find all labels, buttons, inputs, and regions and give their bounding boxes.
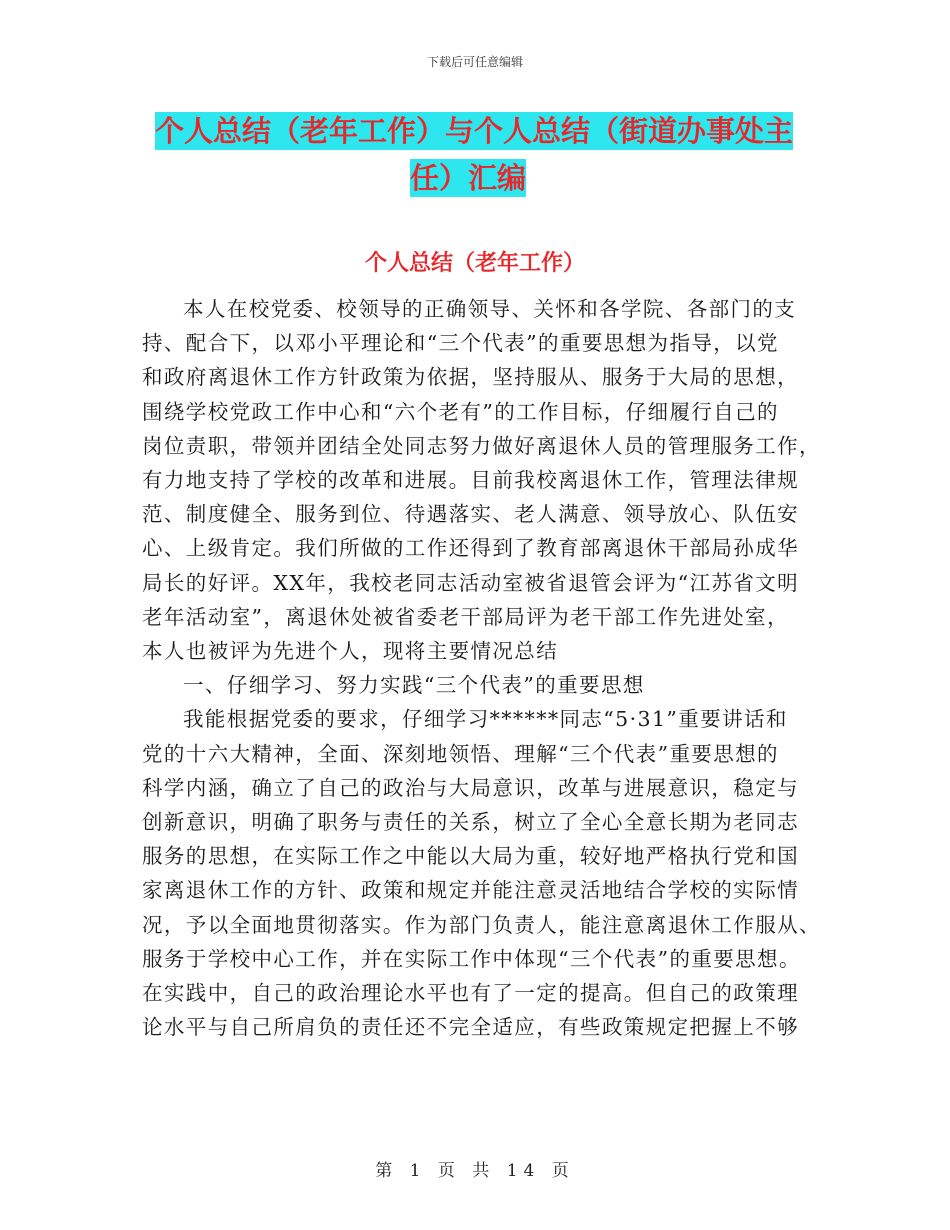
text-line: 我能根据党委的要求，仔细学习******同志“5·31”重要讲话和 — [183, 707, 788, 732]
text-line: 局长的好评。XX年，我校老同志活动室被省退管会评为“江苏省文明 — [142, 570, 800, 595]
text-line: 围绕学校党政工作中心和“六个老有”的工作目标，仔细履行自己的 — [142, 399, 779, 424]
text-line: 科学内涵，确立了自己的政治与大局意识，改革与进展意识，稳定与 — [142, 775, 799, 800]
text-line: 服务的思想，在实际工作之中能以大局为重，较好地严格执行党和国 — [142, 844, 799, 869]
document-title-line-1: 个人总结（老年工作）与个人总结（街道办事处主 — [154, 114, 793, 148]
text-line: 和政府离退休工作方针政策为依据，坚持服从、服务于大局的思想， — [142, 365, 799, 390]
subheading: 一、仔细学习、努力实践“三个代表”的重要思想 — [183, 673, 645, 698]
document-title-line-2: 任）汇编 — [409, 161, 526, 195]
text-line: 论水平与自己所肩负的责任还不完全适应，有些政策规定把握上不够 — [142, 1015, 799, 1040]
page-header: 下载后可任意编辑 — [426, 55, 523, 69]
text-line: 况，予以全面地贯彻落实。作为部门负责人，能注意离退休工作服从、 — [142, 912, 821, 937]
text-line: 持、配合下，以邓小平理论和“三个代表”的重要思想为指导，以党 — [142, 331, 779, 356]
text-line: 心、上级肯定。我们所做的工作还得到了教育部离退休干部局孙成华 — [142, 536, 799, 561]
section-title: 个人总结（老年工作） — [364, 251, 585, 276]
text-line: 家离退休工作的方针、政策和规定并能注意灵活地结合学校的实际情 — [142, 878, 799, 903]
text-line: 创新意识，明确了职务与责任的关系，树立了全心全意长期为老同志 — [142, 810, 799, 835]
text-line: 本人在校党委、校领导的正确领导、关怀和各学院、各部门的支 — [183, 297, 797, 321]
document-title — [0, 108, 950, 202]
text-line: 本人也被评为先进个人，现将主要情况总结 — [142, 639, 559, 664]
text-line: 范、制度健全、服务到位、待遇落实、老人满意、领导放心、队伍安 — [142, 502, 799, 527]
text-line: 服务于学校中心工作，并在实际工作中体现“三个代表”的重要思想。 — [142, 946, 801, 971]
page-number: 第 1 页 共 14 页 — [375, 1161, 575, 1181]
body-text — [142, 292, 821, 1044]
text-line: 老年活动室”，离退休处被省委老干部局评为老干部工作先进处室， — [142, 604, 789, 629]
text-line: 在实践中，自己的政治理论水平也有了一定的提高。但自己的政策理 — [142, 981, 799, 1006]
text-line: 党的十六大精神，全面、深刻地领悟、理解“三个代表”重要思想的 — [142, 741, 779, 766]
text-line: 岗位责职，带领并团结全处同志努力做好离退休人员的管理服务工作， — [142, 433, 821, 458]
text-line: 有力地支持了学校的改革和进展。目前我校离退休工作，管理法律规 — [142, 468, 799, 493]
